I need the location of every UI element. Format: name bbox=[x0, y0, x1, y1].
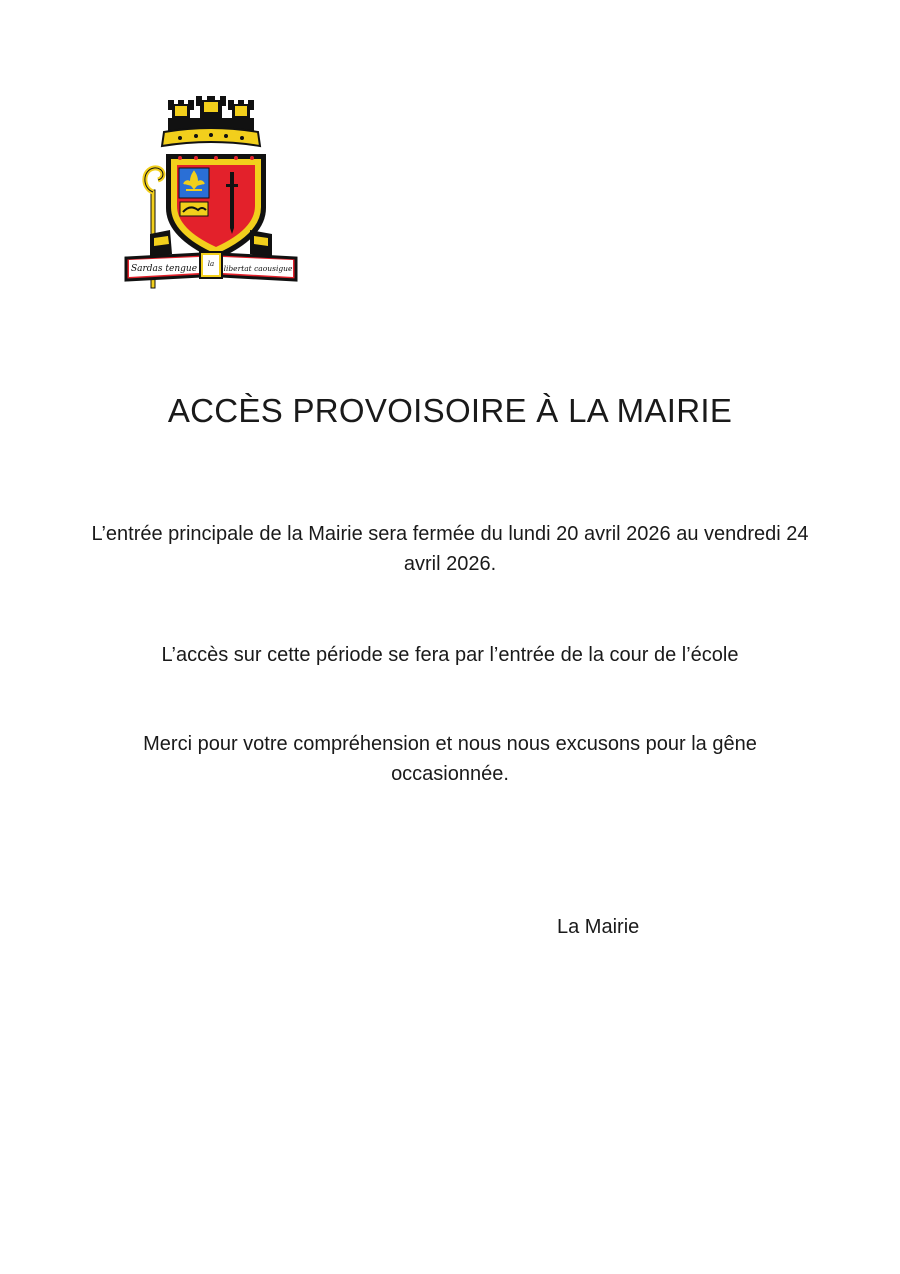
crown-icon bbox=[162, 96, 260, 146]
apology-paragraph: Merci pour votre compréhension et nous nous excusons pour la gêne occasionnée. bbox=[143, 733, 757, 785]
alternate-access-paragraph: L’accès sur cette période se fera par l’entrée de la cour de l’école bbox=[161, 644, 739, 666]
page-title: ACCÈS PROVOISOIRE À LA MAIRIE bbox=[167, 392, 733, 429]
closure-notice-paragraph: L’entrée principale de la Mairie sera fermée du lundi 20 avril 2026 au vendredi 24 avril 2026. bbox=[91, 523, 809, 575]
motto-text-left: Sardas tengue bbox=[130, 264, 198, 274]
motto-text-middle: la bbox=[207, 260, 215, 268]
motto-text-right: libertat caousigue bbox=[223, 264, 293, 273]
coat-of-arms-logo bbox=[120, 88, 302, 292]
signature: La Mairie bbox=[557, 916, 640, 938]
